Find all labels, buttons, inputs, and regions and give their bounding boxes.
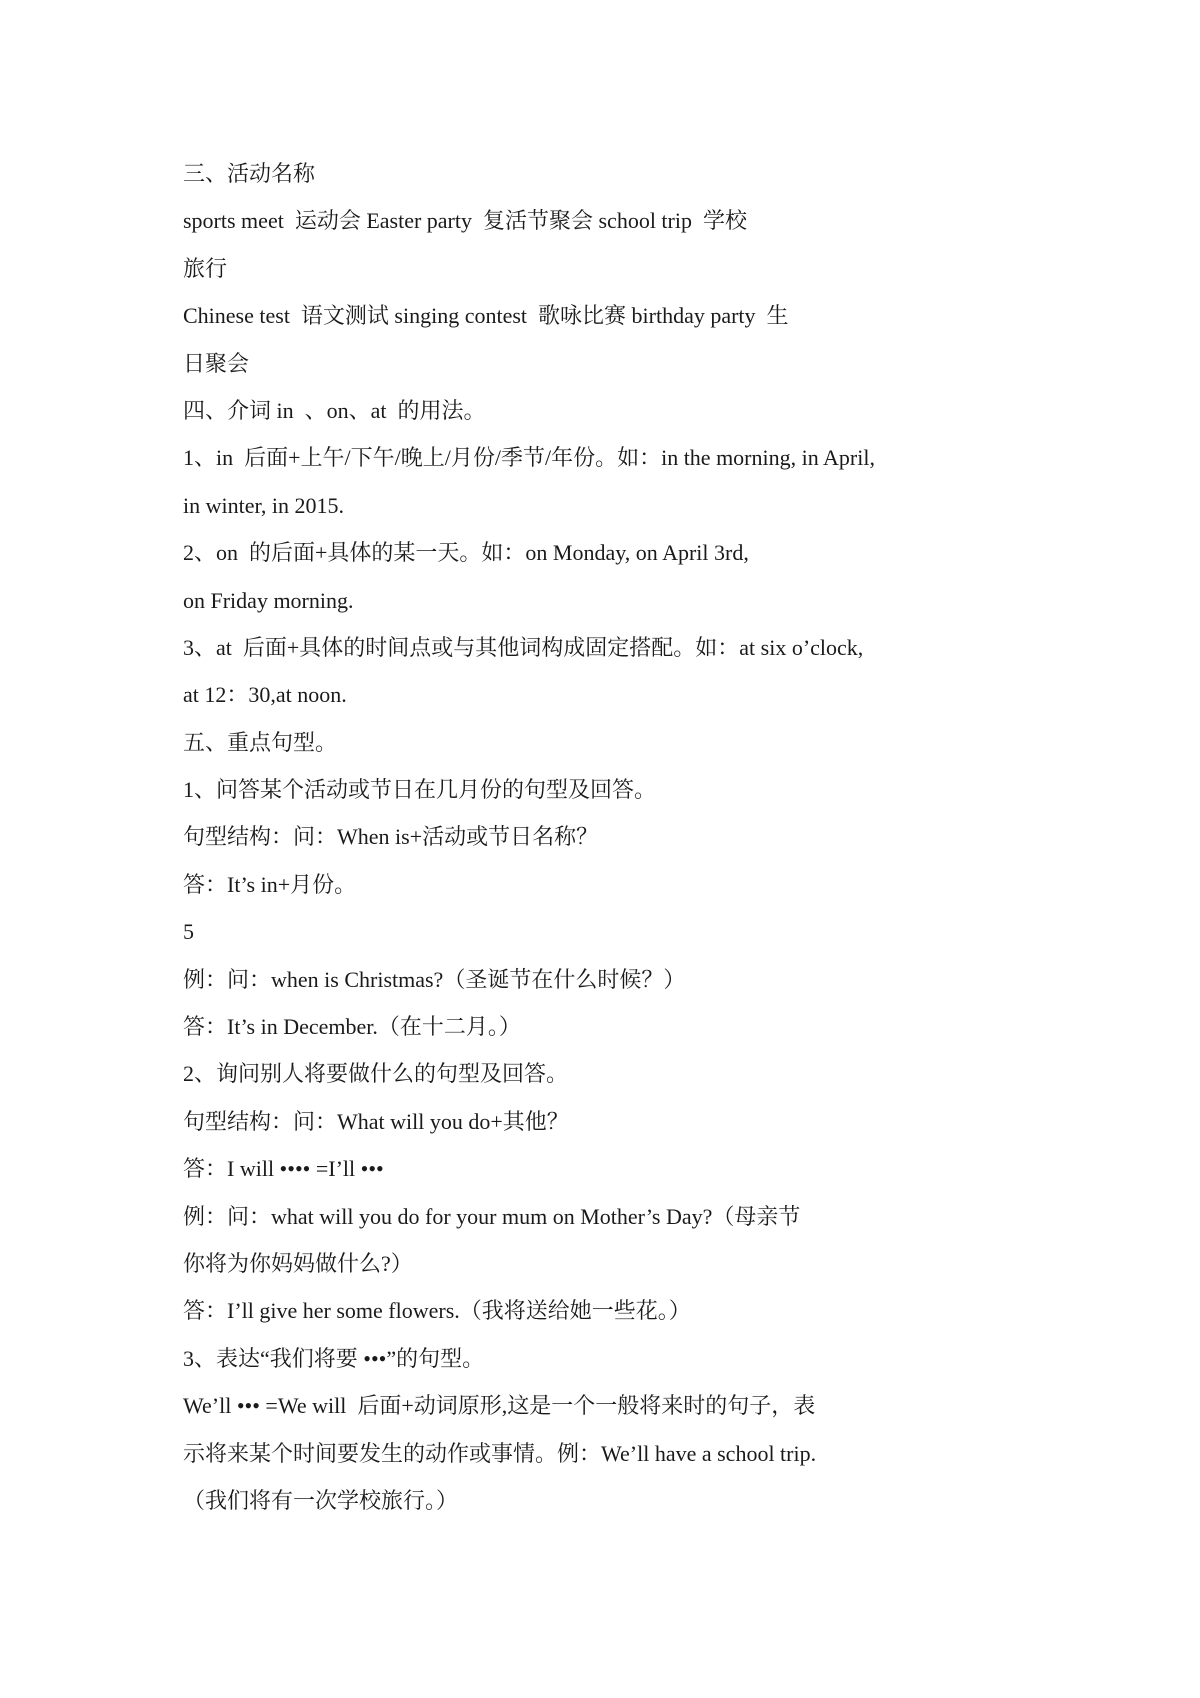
- document-body: [183, 150, 1003, 1524]
- rule-text: 3、at 后面+具体的时间点或与其他词构成固定搭配。如：at six o’clock,: [183, 634, 864, 660]
- explanation-text: 示将来某个时间要发生的动作或事情。例：We’ll have a school trip.: [183, 1440, 817, 1466]
- vocab-line: 日聚会: [183, 350, 250, 376]
- sentence-pattern-text: 句型结构：问：What will you do+其他？: [183, 1108, 569, 1134]
- page-number: 5: [183, 919, 194, 945]
- example-text: 你将为你妈妈做什么?）: [183, 1250, 413, 1276]
- rule-text: in winter, in 2015.: [183, 492, 345, 518]
- example-text: 答：I’ll give her some flowers.（我将送给她一些花。）: [183, 1298, 691, 1324]
- example-text: 例：问：what will you do for your mum on Mother’s Day?（母亲节: [183, 1203, 801, 1229]
- vocab-line: sports meet 运动会 Easter party 复活节聚会 school trip 学校: [183, 208, 747, 234]
- example-text: 答：It’s in December.（在十二月。）: [183, 1014, 521, 1040]
- section-heading-activity-names: 三、活动名称: [183, 161, 316, 186]
- sentence-pattern-text: 句型结构：问：When is+活动或节日名称？: [183, 824, 599, 850]
- explanation-text: （我们将有一次学校旅行。）: [183, 1487, 459, 1513]
- sentence-pattern-text: 答：I will •••• =I’ll •••: [183, 1156, 384, 1182]
- sentence-pattern-text: 1、问答某个活动或节日在几月份的句型及回答。: [183, 777, 657, 803]
- sentence-pattern-text: 答：It’s in+月份。: [183, 871, 357, 897]
- sentence-pattern-text: 3、表达“我们将要 •••”的句型。: [183, 1345, 485, 1371]
- vocab-line: 旅行: [183, 255, 228, 281]
- example-text: 例：问：when is Christmas?（圣诞节在什么时候？）: [183, 966, 686, 992]
- rule-text: at 12：30,at noon.: [183, 682, 347, 708]
- section-heading-prepositions: 四、介词 in 、on、at 的用法。: [183, 397, 486, 423]
- sentence-pattern-text: 2、询问别人将要做什么的句型及回答。: [183, 1061, 569, 1087]
- rule-text: 1、in 后面+上午/下午/晚上/月份/季节/年份。如：in the morning, in April,: [183, 445, 875, 471]
- rule-text: 2、on 的后面+具体的某一天。如：on Monday, on April 3rd,: [183, 540, 749, 566]
- rule-text: on Friday morning.: [183, 587, 354, 613]
- explanation-text: We’ll ••• =We will 后面+动词原形,这是一个一般将来时的句子，表: [183, 1393, 816, 1419]
- section-heading-key-sentences: 五、重点句型。: [183, 729, 338, 755]
- vocab-line: Chinese test 语文测试 singing contest 歌咏比赛 birthday party 生: [183, 303, 789, 329]
